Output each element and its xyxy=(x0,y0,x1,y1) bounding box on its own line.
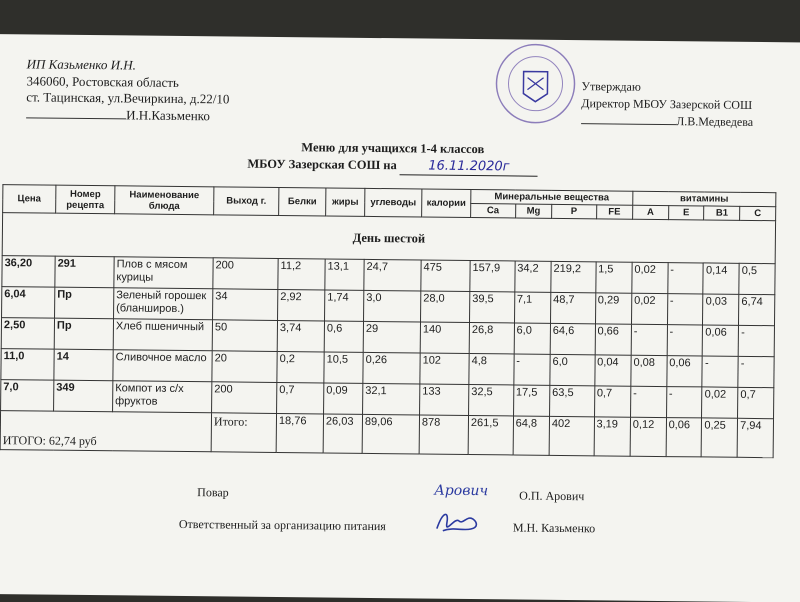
col-vitamins: витамины xyxy=(633,191,776,206)
cell-price: 7,0 xyxy=(1,380,54,412)
sub-mg: Mg xyxy=(515,204,551,218)
cell-fe: 0,66 xyxy=(595,324,632,355)
cell-yield: 50 xyxy=(212,320,277,352)
cell-fe: 0,7 xyxy=(594,386,631,417)
round-stamp-icon xyxy=(493,41,578,126)
cell-ca: 39,5 xyxy=(470,291,515,322)
cell-proteins: 11,2 xyxy=(278,258,325,289)
col-recipe: Номер рецепта xyxy=(56,185,115,214)
cell-a: 0,02 xyxy=(631,293,667,324)
cell-mg: 17,5 xyxy=(513,385,550,416)
cell-proteins: 0,2 xyxy=(277,351,324,382)
total-b1: 0,25 xyxy=(702,418,738,457)
cell-e: - xyxy=(667,294,703,325)
cell-ca: 32,5 xyxy=(469,384,514,415)
cell-carbs: 29 xyxy=(363,321,420,353)
total-c: 7,94 xyxy=(737,418,773,457)
cell-carbs: 24,7 xyxy=(364,259,421,291)
sub-c: C xyxy=(740,206,776,220)
cell-mg: 7,1 xyxy=(514,292,551,323)
nutrition-table xyxy=(0,184,776,458)
cell-c: - xyxy=(738,325,774,356)
menu-title xyxy=(0,136,793,179)
cell-a: - xyxy=(630,386,666,417)
cell-e: 0,06 xyxy=(667,356,703,387)
cell-price: 2,50 xyxy=(1,318,54,350)
total-proteins: 18,76 xyxy=(276,413,323,452)
cell-dish: Хлеб пшеничный xyxy=(113,319,212,351)
cell-fats: 13,1 xyxy=(325,259,364,290)
cell-fats: 10,5 xyxy=(324,352,363,383)
total-a: 0,12 xyxy=(630,417,666,456)
cell-c: - xyxy=(738,356,774,387)
cell-dish: Компот из с/х фруктов xyxy=(113,381,212,413)
total-itogo-label: Итого: xyxy=(211,413,276,453)
col-carbs: углеводы xyxy=(365,188,422,217)
cell-fats: 0,6 xyxy=(324,321,363,352)
col-proteins: Белки xyxy=(279,187,326,215)
col-minerals: Минеральные вещества xyxy=(471,190,633,206)
cell-p: 48,7 xyxy=(550,292,595,323)
approval-block xyxy=(581,78,753,131)
cell-p: 63,5 xyxy=(549,385,594,416)
approval-label: Утверждаю xyxy=(581,79,641,94)
cell-calories: 475 xyxy=(421,260,470,292)
cell-fe: 0,04 xyxy=(594,355,631,386)
cell-e: - xyxy=(667,263,703,294)
cell-b1: 0,06 xyxy=(703,325,739,356)
total-e: 0,06 xyxy=(666,418,702,457)
sub-e: E xyxy=(668,206,704,220)
cell-b1: 0,03 xyxy=(703,294,739,325)
cell-b1: - xyxy=(702,356,738,387)
total-fe: 3,19 xyxy=(594,417,631,456)
menu-date: 16.11.2020г xyxy=(400,157,538,176)
sub-b1: B1 xyxy=(704,206,740,220)
cell-dish: Зеленый горошек (бланширов.) xyxy=(114,288,213,320)
cell-fats: 0,09 xyxy=(324,383,363,414)
cell-price: 6,04 xyxy=(2,287,55,319)
cell-calories: 133 xyxy=(420,384,469,416)
cell-a: - xyxy=(631,324,667,355)
menu-sheet xyxy=(0,34,800,602)
cell-p: 219,2 xyxy=(551,261,596,292)
cell-mg: 34,2 xyxy=(514,261,551,292)
col-yield: Выход г. xyxy=(214,187,279,216)
cell-recipe: Пр xyxy=(55,287,114,319)
cell-calories: 28,0 xyxy=(421,291,470,323)
cell-c: 6,74 xyxy=(739,294,775,325)
total-mg: 64,8 xyxy=(513,416,550,455)
menu-title-line1: Меню для учащихся 1-4 классов xyxy=(301,140,485,157)
col-fats: жиры xyxy=(326,188,365,216)
cell-b1: 0,02 xyxy=(702,387,738,418)
cell-e: - xyxy=(666,387,702,418)
cell-proteins: 0,7 xyxy=(277,382,324,413)
cell-carbs: 0,26 xyxy=(363,352,420,384)
cell-p: 64,6 xyxy=(550,323,595,354)
total-ca: 261,5 xyxy=(468,415,513,454)
cell-ca: 157,9 xyxy=(470,260,515,291)
cell-c: 0,5 xyxy=(739,263,775,294)
responsible-name: М.Н. Казьменко xyxy=(512,520,596,536)
cell-fe: 0,29 xyxy=(595,293,632,324)
cell-ca: 4,8 xyxy=(469,353,514,384)
cell-proteins: 3,74 xyxy=(277,320,324,351)
total-calories: 878 xyxy=(419,415,468,455)
cell-yield: 20 xyxy=(212,351,277,383)
cell-b1: 0,14 xyxy=(703,263,739,294)
col-price: Цена xyxy=(3,185,56,214)
cell-fe: 1,5 xyxy=(595,262,632,293)
cell-c: 0,7 xyxy=(738,387,774,418)
cell-fats: 1,74 xyxy=(325,290,364,321)
supplier-name: ИП Казьменко И.Н. xyxy=(26,56,137,73)
cell-a: 0,08 xyxy=(631,355,667,386)
responsible-signature-icon xyxy=(433,507,483,540)
table-header-row xyxy=(3,185,776,207)
col-calories: калории xyxy=(422,189,471,218)
cell-price: 11,0 xyxy=(1,349,54,381)
cell-recipe: Пр xyxy=(54,318,113,350)
cell-carbs: 32,1 xyxy=(363,383,420,415)
responsible-label: Ответственный за организацию питания xyxy=(178,516,386,534)
sub-fe: FE xyxy=(596,205,632,219)
cell-carbs: 3,0 xyxy=(364,290,421,322)
cell-recipe: 291 xyxy=(55,256,114,288)
supplier-signature-line: И.Н.Казьменко xyxy=(26,106,229,125)
sub-ca: Ca xyxy=(471,204,516,218)
cell-recipe: 14 xyxy=(54,349,113,381)
menu-title-line2: МБОУ Зазерская СОШ на 16.11.2020г xyxy=(0,153,793,179)
cell-dish: Плов с мясом курицы xyxy=(114,257,213,289)
total-price-label: ИТОГО: 62,74 руб xyxy=(0,411,211,452)
cell-calories: 140 xyxy=(420,322,469,354)
cell-yield: 200 xyxy=(212,382,277,414)
cell-yield: 200 xyxy=(213,258,278,290)
sub-p: P xyxy=(552,204,597,218)
cell-recipe: 349 xyxy=(54,380,113,412)
cook-signature: Арович xyxy=(434,482,489,500)
approval-position: Директор МБОУ Зазерской СОШ xyxy=(581,96,753,112)
cell-calories: 102 xyxy=(420,353,469,385)
cell-ca: 26,8 xyxy=(469,322,514,353)
supplier-address-1: 346060, Ростовская область xyxy=(26,72,179,90)
sub-a: A xyxy=(632,205,668,219)
total-fats: 26,03 xyxy=(323,414,362,453)
cell-e: - xyxy=(667,325,703,356)
cell-mg: - xyxy=(514,354,551,385)
cell-dish: Сливочное масло xyxy=(113,350,212,382)
cell-a: 0,02 xyxy=(632,262,668,293)
cell-yield: 34 xyxy=(213,289,278,321)
cell-p: 6,0 xyxy=(550,354,595,385)
total-row xyxy=(0,411,773,458)
total-p: 402 xyxy=(549,416,594,455)
cell-proteins: 2,92 xyxy=(278,289,325,320)
day-label: День шестой xyxy=(2,213,775,264)
total-carbs: 89,06 xyxy=(362,414,419,454)
cook-name: О.П. Арович xyxy=(519,488,585,504)
supplier-address-2: ст. Тацинская, ул.Вечиркина, д.22/10 xyxy=(26,89,230,107)
approval-signature-line: Л.В.Медведева xyxy=(581,112,753,131)
supplier-block xyxy=(26,56,230,124)
cook-label: Повар xyxy=(197,485,229,500)
col-dish: Наименование блюда xyxy=(115,186,214,215)
cell-mg: 6,0 xyxy=(514,323,551,354)
cell-price: 36,20 xyxy=(2,256,55,288)
